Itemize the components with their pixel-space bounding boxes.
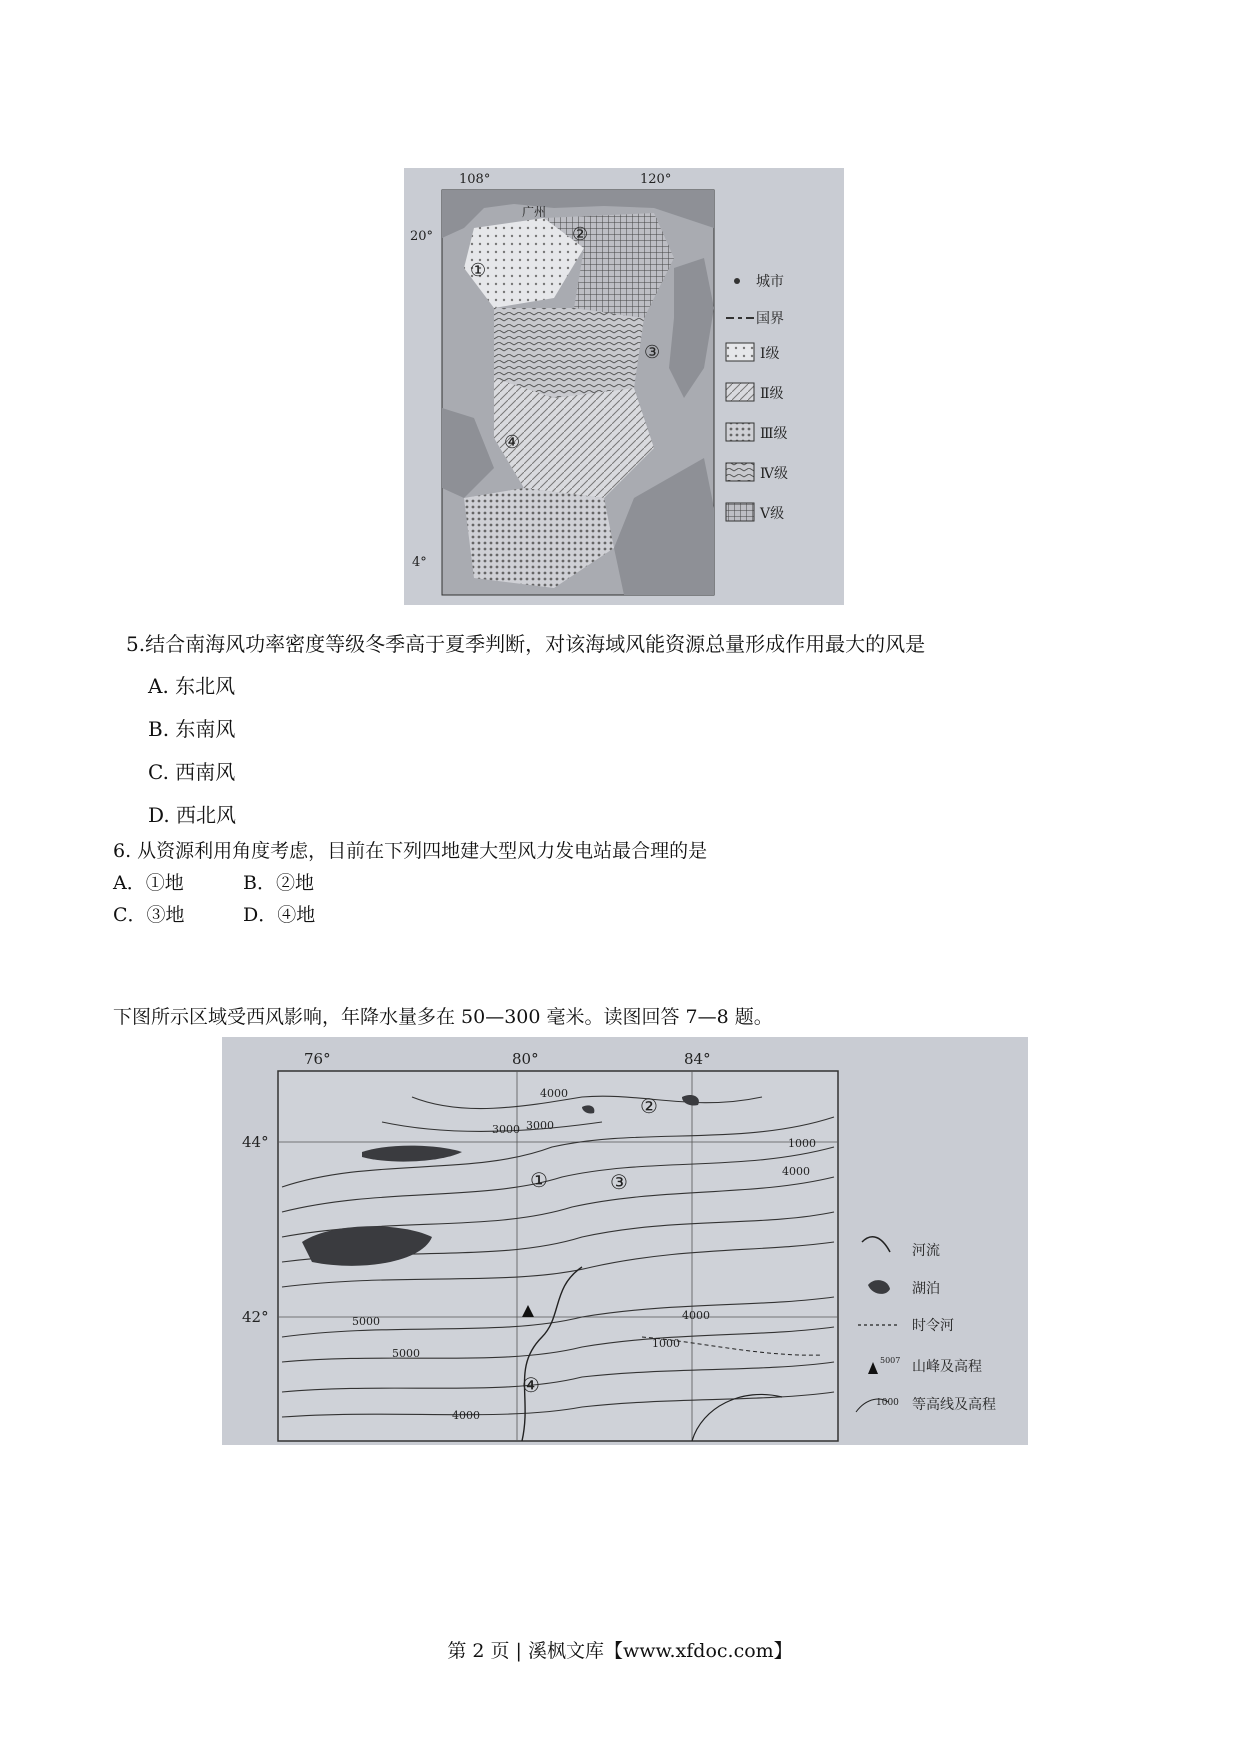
question-6-stem: 6. 从资源利用角度考虑，目前在下列四地建大型风力发电站最合理的是	[113, 840, 708, 862]
svg-text:4000: 4000	[452, 1409, 480, 1422]
lat-42-label: 42°	[242, 1308, 269, 1326]
lon-84-label: 84°	[684, 1050, 711, 1068]
legend-grade-3: Ⅲ级	[760, 426, 788, 442]
pattern-5-icon	[726, 503, 754, 521]
marker-3: ③	[610, 1170, 628, 1194]
marker-1: ①	[530, 1168, 548, 1192]
lat-20-label: 20°	[410, 229, 434, 244]
legend-grade-2: Ⅱ级	[760, 386, 784, 402]
question-5-stem: 5.结合南海风功率密度等级冬季高于夏季判断，对该海域风能资源总量形成作用最大的风是	[126, 632, 926, 656]
q5-option-a: A. 东北风	[148, 674, 236, 698]
legend-seasonal-river: 时令河	[912, 1318, 954, 1334]
legend-city: 城市	[756, 274, 784, 290]
contour-sample: 1000	[876, 1398, 899, 1408]
lon-120-label: 120°	[640, 172, 672, 187]
questions-7-8-intro: 下图所示区域受西风影响，年降水量多在 50—300 毫米。读图回答 7—8 题。	[113, 1006, 773, 1028]
svg-text:5000: 5000	[352, 1315, 380, 1328]
lat-4-label: 4°	[412, 555, 427, 570]
q6-option-b: B．②地	[243, 872, 314, 894]
svg-text:4000: 4000	[682, 1309, 710, 1322]
q6-option-d: D．④地	[243, 904, 316, 926]
legend-river: 河流	[912, 1243, 940, 1259]
peak-elev-sample: 5007	[880, 1356, 901, 1365]
city-guangzhou-label: 广州	[522, 205, 547, 219]
zone-grade-4	[494, 308, 644, 398]
svg-text:4000: 4000	[782, 1165, 810, 1178]
marker-2: ②	[640, 1094, 658, 1118]
lon-80-label: 80°	[512, 1050, 539, 1068]
legend-grade-5: Ⅴ级	[760, 506, 785, 522]
marker-1: ①	[470, 260, 487, 281]
legend-contour: 等高线及高程	[912, 1397, 996, 1413]
svg-text:3000: 3000	[492, 1123, 520, 1136]
q5-option-b: B. 东南风	[148, 717, 236, 741]
marker-3: ③	[644, 342, 661, 363]
q6-option-a: A．①地	[113, 872, 184, 894]
marker-2: ②	[572, 224, 589, 245]
lat-44-label: 44°	[242, 1133, 269, 1151]
q6-option-c: C．③地	[113, 904, 185, 926]
legend-peak: 山峰及高程	[912, 1359, 982, 1375]
pattern-3-icon	[726, 423, 754, 441]
svg-text:4000: 4000	[540, 1087, 568, 1100]
marker-4: ④	[504, 432, 521, 453]
pattern-4-icon	[726, 463, 754, 481]
legend-lake: 湖泊	[912, 1281, 940, 1297]
pattern-1-icon	[726, 343, 754, 361]
svg-text:3000: 3000	[526, 1119, 554, 1132]
lon-76-label: 76°	[304, 1050, 331, 1068]
legend-border: 国界	[756, 311, 784, 327]
south-china-sea-map	[404, 168, 844, 605]
legend-grade-4: Ⅳ级	[760, 466, 788, 482]
page-footer: 第 2 页 | 溪枫文库【www.xfdoc.com】	[447, 1640, 793, 1662]
city-icon	[734, 278, 740, 284]
lon-108-label: 108°	[459, 172, 491, 187]
marker-4: ④	[522, 1373, 540, 1397]
q5-option-d: D. 西北风	[148, 803, 237, 827]
legend-grade-1: Ⅰ级	[760, 346, 780, 362]
pattern-2-icon	[726, 383, 754, 401]
tianshan-topographic-map	[222, 1037, 1028, 1445]
q5-option-c: C. 西南风	[148, 760, 236, 784]
svg-text:5000: 5000	[392, 1347, 420, 1360]
svg-text:1000: 1000	[652, 1337, 680, 1350]
svg-text:1000: 1000	[788, 1137, 816, 1150]
